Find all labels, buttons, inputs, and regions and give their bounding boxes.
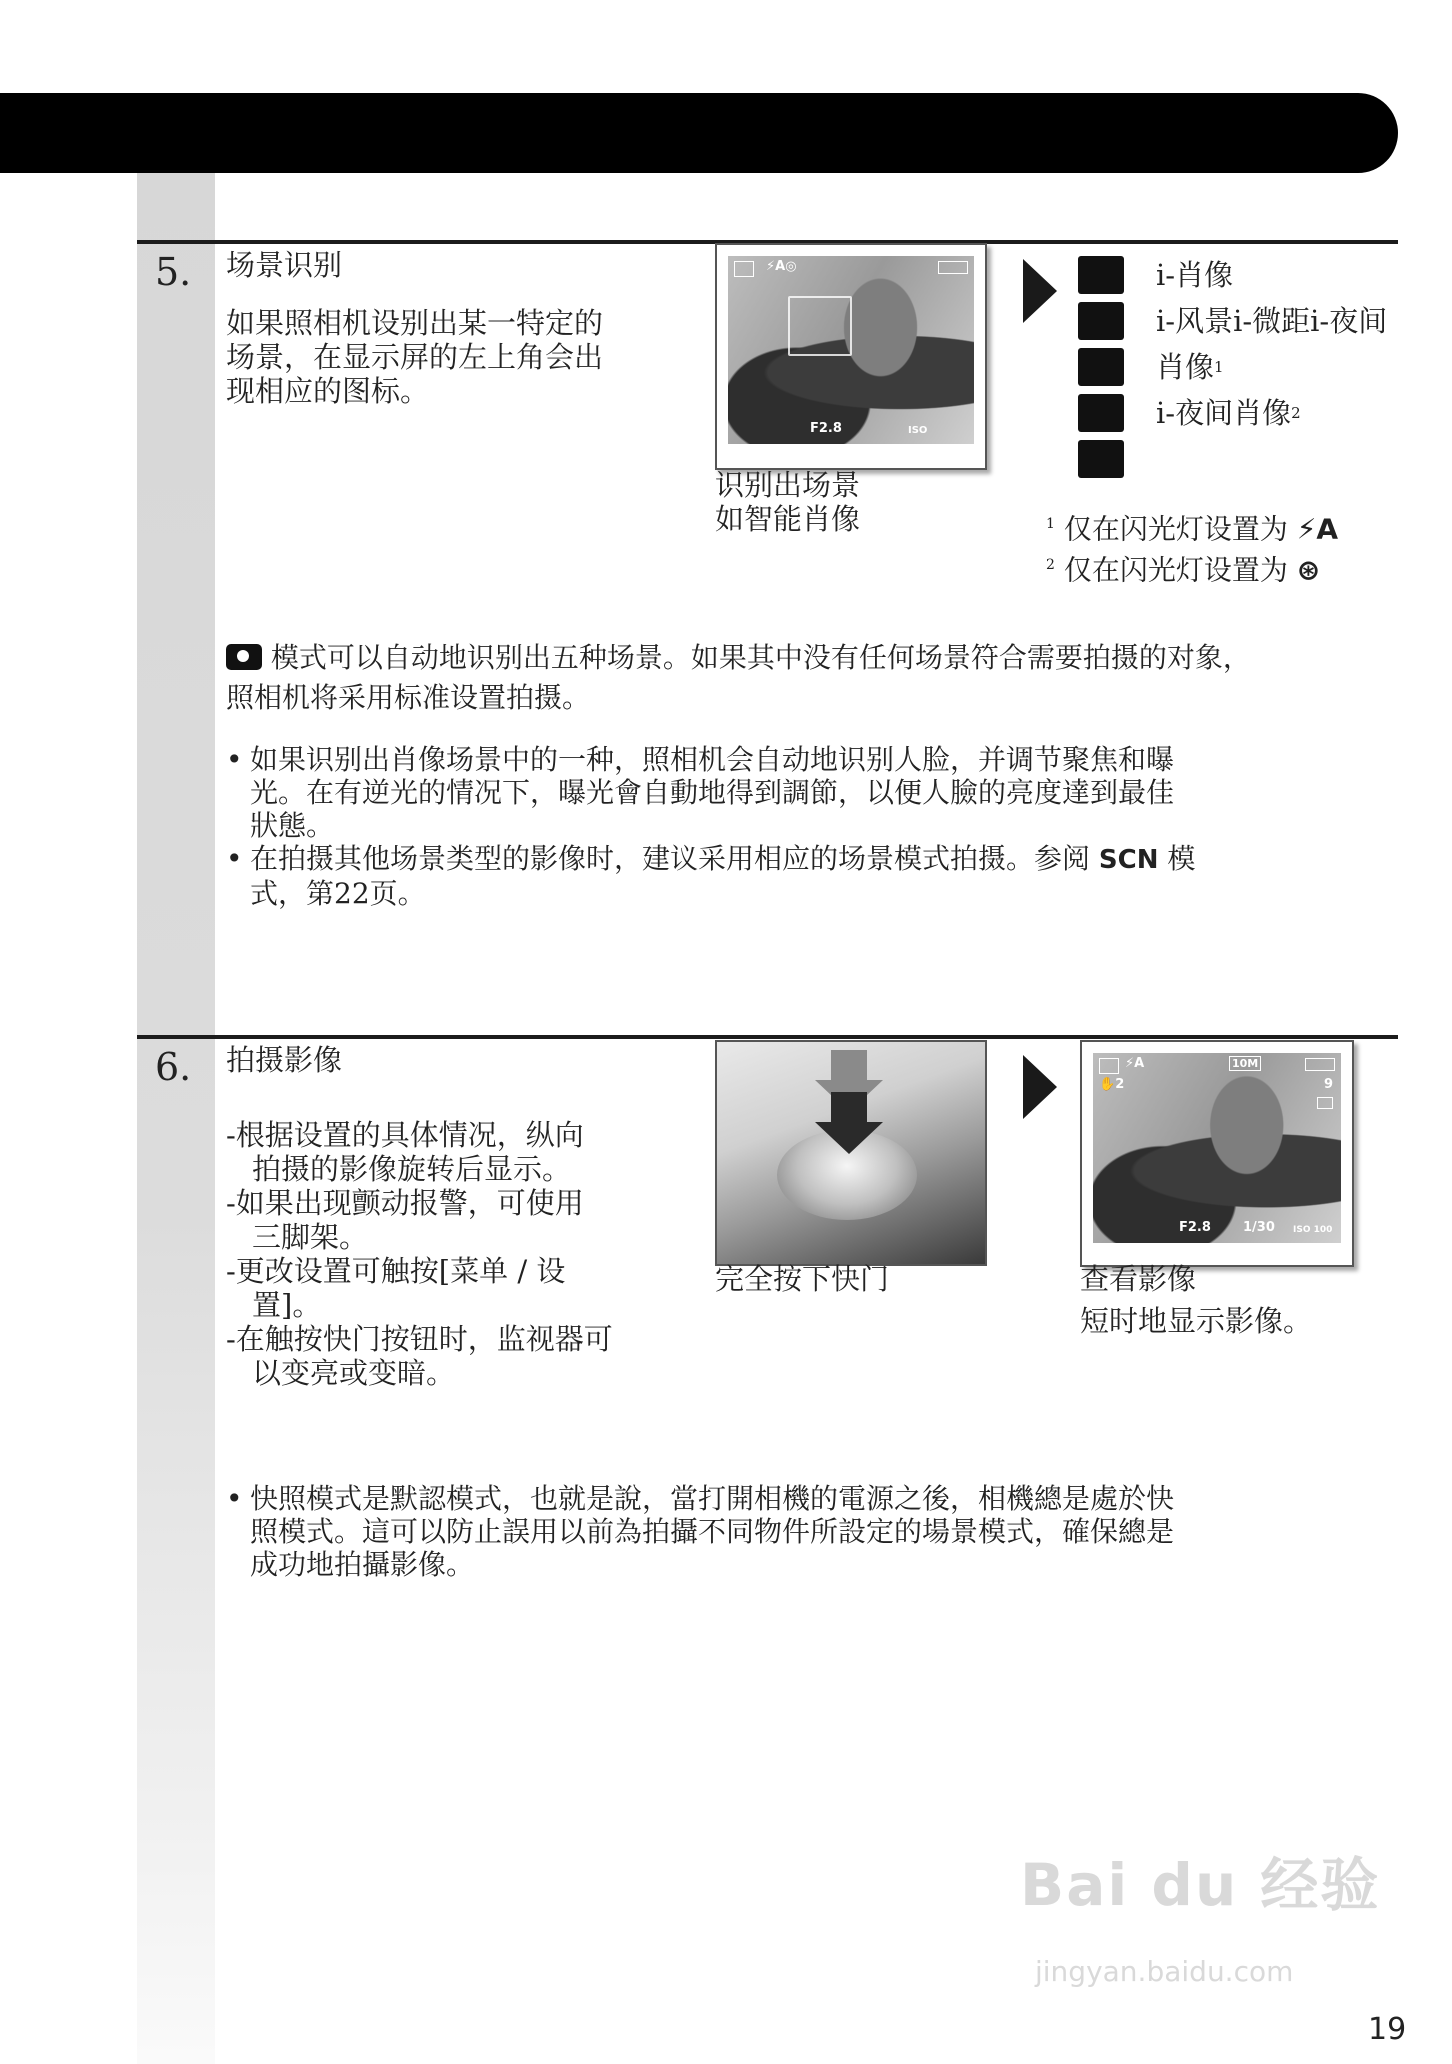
footnote-2 — [1046, 549, 1338, 586]
caption-line: 短时地显示影像。 — [1080, 1304, 1313, 1338]
dash-line: -在触按快门按钮时，监视器可 — [226, 1322, 613, 1356]
shutter-speed-readout: 1/30 — [1243, 1220, 1275, 1235]
iso-readout: ISO 100 — [1293, 1225, 1333, 1235]
page-number: 19 — [1368, 2012, 1407, 2047]
caption-line: 查看影像 — [1080, 1262, 1197, 1296]
review-caption — [1080, 1262, 1312, 1338]
bullet-line: 光。在有逆光的情况下，曝光會自動地得到調節，以便人臉的亮度達到最佳 — [250, 776, 1175, 809]
dash-line: -更改设置可触按[菜单 / 设 — [226, 1254, 566, 1288]
bullet-line: 照模式。這可以防止誤用以前為拍攝不同物件所設定的場景模式，確保總是 — [250, 1515, 1175, 1548]
step-title-6: 拍摄影像 — [226, 1043, 343, 1077]
dash-item — [226, 1118, 676, 1186]
bullet-line: 狀態。 — [250, 809, 335, 842]
intro-line: 照相机将采用标准设置拍摄。 — [226, 681, 591, 714]
header-banner — [0, 93, 1398, 173]
arrow-right-icon — [1023, 259, 1057, 323]
dash-line: 置]。 — [252, 1288, 322, 1322]
intelligent-auto-icon — [1099, 1058, 1119, 1074]
footnote-1 — [1046, 508, 1338, 545]
footnote-num: 1 — [1046, 516, 1055, 532]
footnote-num: 2 — [1046, 557, 1055, 574]
step-number-6: 6. — [155, 1045, 192, 1089]
bullet-dot: • — [226, 1482, 243, 1515]
dash-line: -如果出现颤动报警，可使用 — [226, 1186, 584, 1220]
footnote-text: 仅在闪光灯设置为 — [1063, 553, 1288, 587]
step6-dash-list — [226, 1118, 676, 1390]
battery-icon — [938, 261, 968, 274]
portrait-scene-icon — [1078, 256, 1124, 294]
margin-bar — [137, 173, 215, 2064]
press-down-arrow-icon — [809, 1050, 889, 1170]
landscape-scene-icon — [1078, 302, 1124, 340]
dash-item — [226, 1186, 676, 1254]
scene-label: i-夜间肖像 — [1156, 396, 1292, 430]
bullet-item — [226, 743, 1396, 842]
scene-item — [1078, 298, 1418, 344]
desc-line: 现相应的图标。 — [226, 374, 430, 408]
bullet-line-text: 在拍摄其他场景类型的影像时，建议采用相应的场景模式拍摄。参阅 — [250, 842, 1091, 875]
dash-line: -根据设置的具体情况，纵向 — [226, 1118, 584, 1152]
shutter-caption: 完全按下快门 — [715, 1262, 890, 1296]
step5-description — [226, 306, 686, 408]
night-portrait-scene-icon — [1078, 394, 1124, 432]
bullet-line: 式，第22页。 — [250, 877, 426, 910]
scn-mode-icon: SCN — [1098, 845, 1159, 875]
camera-mode-icon — [1317, 1097, 1333, 1109]
intro-text: 模式可以自动地识别出五种场景。如果其中没有任何场景符合需要拍摄的对象， — [270, 641, 1251, 674]
baidu-watermark-logo: Bai du 经验 — [1020, 1851, 1381, 1919]
section-rule-step6 — [137, 1035, 1398, 1039]
desc-line: 如果照相机设别出某一特定的 — [226, 306, 604, 340]
portrait-photo — [728, 256, 974, 444]
step5-bullets — [226, 743, 1396, 910]
flash-off-icon: ⊛ — [1296, 553, 1321, 587]
camera-screen-scene — [715, 243, 987, 470]
footnote-mark: 2 — [1291, 404, 1301, 422]
arrow-right-icon — [1023, 1055, 1057, 1119]
desc-line: 场景，在显示屏的左上角会出 — [226, 340, 604, 374]
remaining-shots: 9 — [1323, 1077, 1333, 1092]
review-photo — [1093, 1053, 1341, 1243]
dash-item — [226, 1322, 676, 1390]
scene-item — [1078, 252, 1418, 298]
camera-screen-review — [1080, 1040, 1354, 1267]
caption-line: 如智能肖像 — [715, 502, 861, 536]
bullet-text — [250, 743, 1174, 842]
baidu-watermark-url: jingyan.baidu.com — [1035, 1955, 1294, 1988]
scene-item — [1078, 390, 1418, 436]
bullet-text — [250, 842, 1195, 910]
night-scenery-scene-icon — [1078, 440, 1124, 478]
intelligent-auto-camera-icon — [226, 644, 262, 670]
resolution-readout: 10M — [1229, 1056, 1261, 1071]
aperture-readout: F2.8 — [1179, 1220, 1211, 1235]
stabilizer-icon: ✋2 — [1099, 1077, 1125, 1092]
flash-auto-icon: ⚡A — [1296, 512, 1339, 546]
bullet-line: 快照模式是默認模式，也就是說，當打開相機的電源之後，相機總是處於快 — [250, 1482, 1175, 1515]
dash-item — [226, 1254, 676, 1322]
caption-line: 识别出场景 — [715, 468, 861, 502]
portrait-scene-icon — [734, 261, 754, 277]
bullet-dot: • — [226, 842, 243, 875]
bullet-line — [250, 842, 1195, 877]
bullet-item — [226, 1482, 1396, 1581]
dash-line: 拍摄的影像旋转后显示。 — [252, 1152, 572, 1186]
face-detect-frame — [788, 296, 852, 356]
bullet-text — [250, 1482, 1174, 1581]
bullet-dot: • — [226, 743, 243, 776]
bullet-item — [226, 842, 1396, 910]
flash-auto-icon: ⚡A — [1125, 1056, 1145, 1071]
scene-item — [1078, 344, 1418, 390]
step6-bullet — [226, 1482, 1396, 1581]
scene-footnotes — [1046, 508, 1338, 587]
footnote-text: 仅在闪光灯设置为 — [1063, 512, 1288, 546]
bullet-line-text: 模 — [1167, 842, 1196, 875]
intro-line — [226, 638, 1396, 678]
step5-intro — [226, 638, 1396, 718]
bullet-line: 如果识别出肖像场景中的一种，照相机会自动地识别人脸，并调节聚焦和曝 — [250, 743, 1175, 776]
step-title-5: 场景识别 — [226, 248, 343, 282]
battery-icon — [1305, 1058, 1335, 1071]
scene-item — [1078, 436, 1418, 482]
iso-readout: ISO — [908, 425, 928, 436]
stabilizer-mode: 2 — [1115, 1077, 1125, 1092]
footnote-mark: 1 — [1214, 358, 1224, 376]
aperture-readout: F2.8 — [810, 421, 842, 436]
macro-scene-icon — [1078, 348, 1124, 386]
shutter-press-photo — [715, 1040, 987, 1266]
scene-label: i-风景i-微距i-夜间 — [1156, 304, 1388, 338]
bullet-line: 成功地拍攝影像。 — [250, 1548, 475, 1581]
dash-line: 三脚架。 — [252, 1220, 369, 1254]
step-number-5: 5. — [155, 250, 192, 294]
scene-label: 肖像 — [1156, 350, 1215, 384]
scene-caption — [715, 468, 860, 536]
flash-auto-icon: ⚡A◎ — [766, 259, 797, 274]
dash-line: 以变亮或变暗。 — [252, 1356, 456, 1390]
scene-label: i-肖像 — [1156, 258, 1234, 292]
scene-list — [1078, 252, 1418, 482]
